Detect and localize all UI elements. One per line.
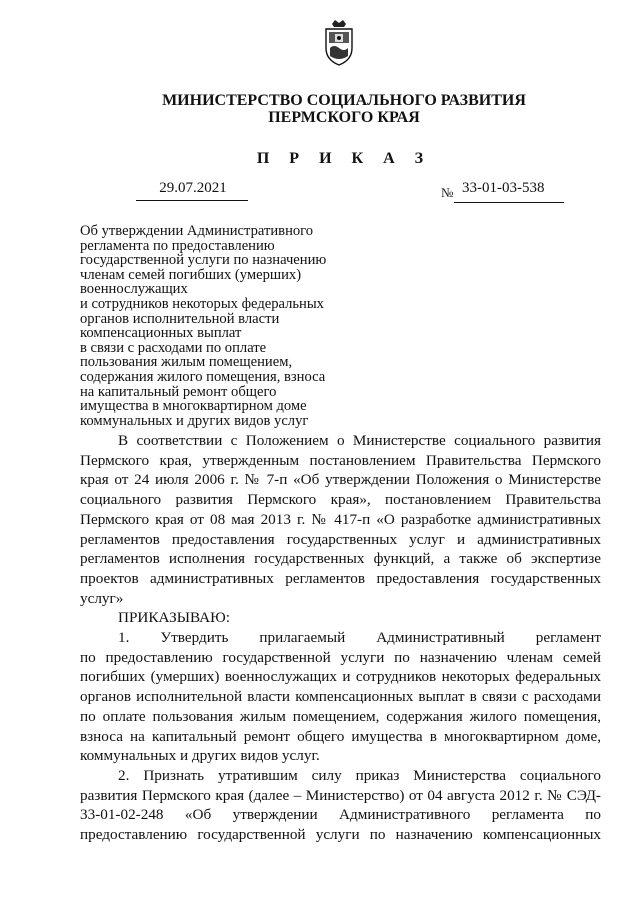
subject-line: регламента по предоставлению	[80, 237, 275, 254]
preamble-line: регламентов исполнения государственных функций, а также об экспертизе	[80, 550, 601, 568]
coat-of-arms-icon	[322, 18, 356, 66]
subject-line: компенсационных выплат	[80, 325, 242, 342]
subject-line: органов исполнительной власти	[80, 310, 280, 327]
subject-line: членам семей погибших (умерших)	[80, 266, 302, 283]
subject-line: имущества в многоквартирном доме	[80, 398, 307, 415]
order-word: ПРИКАЗЫВАЮ:	[118, 609, 230, 627]
order-subject	[80, 224, 380, 428]
subject-line: в связи с расходами по оплате	[80, 339, 267, 356]
subject-line: и сотрудников некоторых федеральных	[80, 295, 324, 312]
item1-line: органов исполнительной власти компенсационных выплат в связи с расходами	[80, 688, 601, 706]
order-date: 29.07.2021	[159, 180, 227, 196]
item1-line: коммунальных и других видов услуг.	[80, 747, 320, 765]
item1-line: по оплате пользования жилым помещением, содержания жилого помещения,	[80, 707, 601, 725]
subject-line: Об утверждении Административного	[80, 223, 314, 239]
number-underline	[454, 202, 564, 203]
subject-line: пользования жилым помещением,	[80, 354, 293, 371]
preamble-line: Пермского края от 08 мая 2013 г. № 417-п «О разработке административных	[80, 510, 601, 528]
preamble-line: Пермского края, утвержденным постановлением Правительства Пермского	[80, 451, 601, 469]
preamble-line: услуг»	[80, 589, 124, 607]
subject-line: на капитальный ремонт общего	[80, 383, 277, 400]
subject-line: содержания жилого помещения, взноса	[80, 368, 326, 385]
item2-line: развития Пермского края (далее – Министерство) от 04 августа 2012 г. № СЭД-	[80, 786, 601, 804]
subject-line: военнослужащих	[80, 281, 188, 298]
order-number: 33-01-03-538	[462, 180, 545, 196]
item2-line: 2. Признать утратившим силу приказ Министерства социального	[118, 766, 601, 784]
order-body	[80, 431, 601, 845]
number-sign: №	[441, 185, 454, 200]
item1-line: погибших (умерших) военнослужащих и сотрудников некоторых федеральных	[80, 668, 601, 686]
item2-line: предоставлению государственной услуги по назначению компенсационных	[80, 826, 601, 844]
preamble-line: В соответствии с Положением о Министерстве социального развития	[118, 432, 601, 449]
preamble-line: социального развития Пермского края», постановлением Правительства	[80, 491, 601, 509]
item2-line: 33-01-02-248 «Об утверждении Административного регламента по	[80, 806, 601, 824]
subject-line: государственной услуги по назначению	[80, 252, 327, 269]
date-underline	[136, 200, 248, 201]
document-type-title: П Р И К А З	[256, 150, 432, 167]
item1-line: взноса на капитальный ремонт общего имущества в многоквартирном доме,	[80, 727, 601, 745]
preamble-line: края от 24 июля 2006 г. № 7-п «Об утверждении Положения о Министерстве	[80, 471, 601, 489]
preamble-line: проектов административных регламентов предоставления государственных	[80, 569, 601, 587]
ministry-name-line1: МИНИСТЕРСТВО СОЦИАЛЬНОГО РАЗВИТИЯ	[162, 92, 526, 109]
ministry-name-line2: ПЕРМСКОГО КРАЯ	[268, 109, 420, 126]
item1-line: по предоставлению государственной услуги по назначению членам семей	[80, 648, 601, 666]
preamble-line: регламентов предоставления государственных услуг и административных	[80, 530, 601, 548]
item1-line: 1. Утвердить прилагаемый Административный регламент	[118, 629, 601, 647]
subject-line: коммунальных и других видов услуг	[80, 412, 309, 429]
